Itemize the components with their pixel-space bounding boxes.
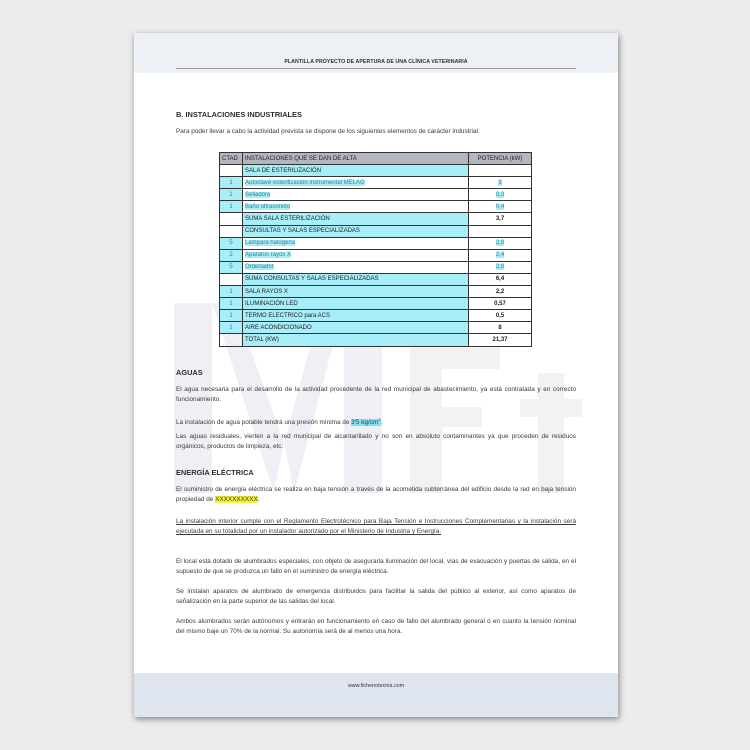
cell-ctad: 5 bbox=[220, 237, 243, 249]
table-row bbox=[220, 273, 532, 285]
cell-installation: SALA DE ESTERILIZACIÓN bbox=[243, 165, 469, 177]
table-body bbox=[220, 165, 532, 346]
pressure-unit-sup: 2 bbox=[378, 417, 381, 422]
owner-placeholder-highlight: XXXXXXXXXX bbox=[215, 496, 258, 503]
cell-power bbox=[469, 237, 532, 249]
section-b-intro: Para poder llevar a cabo la actividad prevista se dispone de los siguientes elementos de carácter industrial: bbox=[176, 128, 480, 135]
header-divider bbox=[176, 68, 576, 69]
cell-power bbox=[469, 201, 532, 213]
pressure-highlight bbox=[351, 419, 380, 426]
footer-url: www.fichenotecnia.com bbox=[347, 683, 405, 689]
cell-ctad: 1 bbox=[220, 189, 243, 201]
document-page bbox=[134, 33, 618, 717]
cell-ctad: 1 bbox=[220, 177, 243, 189]
cell-power: 8 bbox=[469, 322, 532, 334]
cell-installation bbox=[243, 177, 469, 189]
cell-installation bbox=[243, 237, 469, 249]
table-row bbox=[220, 261, 532, 273]
section-b-title: B. INSTALACIONES INDUSTRIALES bbox=[176, 110, 302, 119]
cell-ctad bbox=[220, 213, 243, 225]
cell-ctad: 1 bbox=[220, 310, 243, 322]
cell-power bbox=[469, 249, 532, 261]
cell-power: 3,7 bbox=[469, 213, 532, 225]
cell-ctad bbox=[220, 334, 243, 346]
cell-installation: SALA RAYOS X bbox=[243, 286, 469, 298]
document-header: PLANTILLA PROYECTO DE APERTURA DE UNA CLÍNICA VETERINARIA bbox=[284, 59, 468, 65]
table-row bbox=[220, 249, 532, 261]
aguas-p2-text: La instalación de agua potable tendrá una presión mínima de bbox=[176, 419, 352, 427]
cell-ctad bbox=[220, 165, 243, 177]
cell-power bbox=[469, 189, 532, 201]
cell-power: 2,2 bbox=[469, 286, 532, 298]
installation-text: Aparatos rayos X bbox=[245, 252, 292, 259]
installation-text: Selladora bbox=[245, 191, 271, 198]
power-text: 0,4 bbox=[495, 203, 505, 210]
power-text: 2,0 bbox=[495, 264, 505, 271]
table-row bbox=[220, 334, 532, 346]
energia-paragraph-1 bbox=[176, 485, 576, 505]
cell-installation bbox=[243, 249, 469, 261]
table-row bbox=[220, 298, 532, 310]
aguas-paragraph-1: El agua necesaria para el desarrollo de la actividad procedente de la red municipal de abastecimiento, ya está contratada y en correcto funcionamiento. bbox=[176, 386, 576, 403]
cell-installation: SUMA SALA ESTERILIZACIÓN bbox=[243, 213, 469, 225]
energia-paragraph-2: La instalación interior cumple con el Reglamento Electrotécnico para Baja Tensión e Instrucciones Complementarias y la instalación será ejecutada en su totalidad por un instalador autorizado por el Ministerio de Industria y Energía. bbox=[176, 518, 576, 535]
installation-text: Ordenador bbox=[245, 264, 274, 271]
cell-ctad: 1 bbox=[220, 201, 243, 213]
table-row bbox=[220, 213, 532, 225]
power-text: 2,4 bbox=[495, 252, 505, 259]
installations-table bbox=[219, 152, 532, 347]
pressure-value: 3'5 kg/cm bbox=[351, 419, 379, 427]
installation-text: Lámpara halógena bbox=[245, 240, 296, 247]
cell-power: 0,57 bbox=[469, 298, 532, 310]
cell-installation bbox=[243, 261, 469, 273]
header-ctad: CTAD bbox=[220, 153, 243, 165]
table-row bbox=[220, 322, 532, 334]
table-row bbox=[220, 165, 532, 177]
cell-ctad bbox=[220, 225, 243, 237]
energia-paragraph-5: Ambos alumbrados serán autónomos y entrarán en funcionamiento en caso de fallo del alumbrado general o en cuanto la tensión nominal del mismo baje un 70% de la normal. Su autonomía será de al menos una hora. bbox=[176, 618, 576, 635]
table-row bbox=[220, 237, 532, 249]
installation-text: Autoclave esterilización instrumental MELAG bbox=[245, 179, 365, 186]
cell-installation: CONSULTAS Y SALAS ESPECIALIZADAS bbox=[243, 225, 469, 237]
cell-power: 21,37 bbox=[469, 334, 532, 346]
cell-installation bbox=[243, 189, 469, 201]
energia-title: ENERGÍA ELÉCTRICA bbox=[176, 468, 254, 477]
aguas-p2-end: . bbox=[380, 419, 383, 427]
cell-ctad: 2 bbox=[220, 249, 243, 261]
aguas-paragraph-3: Las aguas residuales, vierten a la red municipal de alcantarillado y no son en absoluto contaminantes ya que proceden de residuos orgánicos, productos de limpieza, etc. bbox=[176, 433, 576, 450]
cell-installation: TOTAL (KW) bbox=[243, 334, 469, 346]
cell-installation bbox=[243, 201, 469, 213]
cell-power: 0,5 bbox=[469, 310, 532, 322]
power-text: 2,0 bbox=[495, 240, 505, 247]
cell-installation: TERMO ELECTRICO para ACS bbox=[243, 310, 469, 322]
table-row bbox=[220, 189, 532, 201]
energia-p1-text: El suministro de energía eléctrica se realiza en baja tensión a través de la acometida subterránea del edificio desde la red en baja tensión propiedad de bbox=[176, 486, 576, 503]
table-row bbox=[220, 201, 532, 213]
power-text: 3 bbox=[498, 179, 502, 186]
cell-power bbox=[469, 225, 532, 237]
aguas-title: AGUAS bbox=[176, 368, 203, 377]
energia-p1-end: . bbox=[257, 496, 260, 503]
cell-power bbox=[469, 165, 532, 177]
table-row bbox=[220, 225, 532, 237]
aguas-paragraph-2 bbox=[176, 415, 576, 428]
table-header-row bbox=[220, 153, 532, 165]
cell-installation: AIRE ACONDICIONADO bbox=[243, 322, 469, 334]
cell-ctad bbox=[220, 273, 243, 285]
footer-band bbox=[134, 673, 618, 717]
cell-power: 6,4 bbox=[469, 273, 532, 285]
power-text: 0,3 bbox=[495, 191, 505, 198]
header-power: POTENCIA (kW) bbox=[469, 153, 532, 165]
table-row bbox=[220, 286, 532, 298]
energia-paragraph-4: Se instalan aparatos de alumbrado de emergencia distribuidos para facilitar la salida del público al exterior, así como aparatos de señalización en la parte superior de las salidas del local. bbox=[176, 588, 576, 605]
cell-installation: ILUMINACIÓN LED bbox=[243, 298, 469, 310]
header-band bbox=[134, 33, 618, 73]
installation-text: Baño ultrasonido bbox=[245, 203, 291, 210]
header-installations: INSTALACIONES QUE SE DAN DE ALTA bbox=[243, 153, 469, 165]
table-row bbox=[220, 310, 532, 322]
cell-power bbox=[469, 261, 532, 273]
cell-ctad: 1 bbox=[220, 286, 243, 298]
cell-power bbox=[469, 177, 532, 189]
cell-installation: SUMA CONSULTAS Y SALAS ESPECIALIZADAS bbox=[243, 273, 469, 285]
table-row bbox=[220, 177, 532, 189]
cell-ctad: 1 bbox=[220, 298, 243, 310]
energia-paragraph-3: El local está dotado de alumbrados especiales, con objeto de asegurarla iluminación del local, vías de evacuación y puertas de salida, en el supuesto de que se produzca un fallo en el suministro de energía eléctrica. bbox=[176, 558, 576, 575]
cell-ctad: 1 bbox=[220, 322, 243, 334]
cell-ctad: 5 bbox=[220, 261, 243, 273]
